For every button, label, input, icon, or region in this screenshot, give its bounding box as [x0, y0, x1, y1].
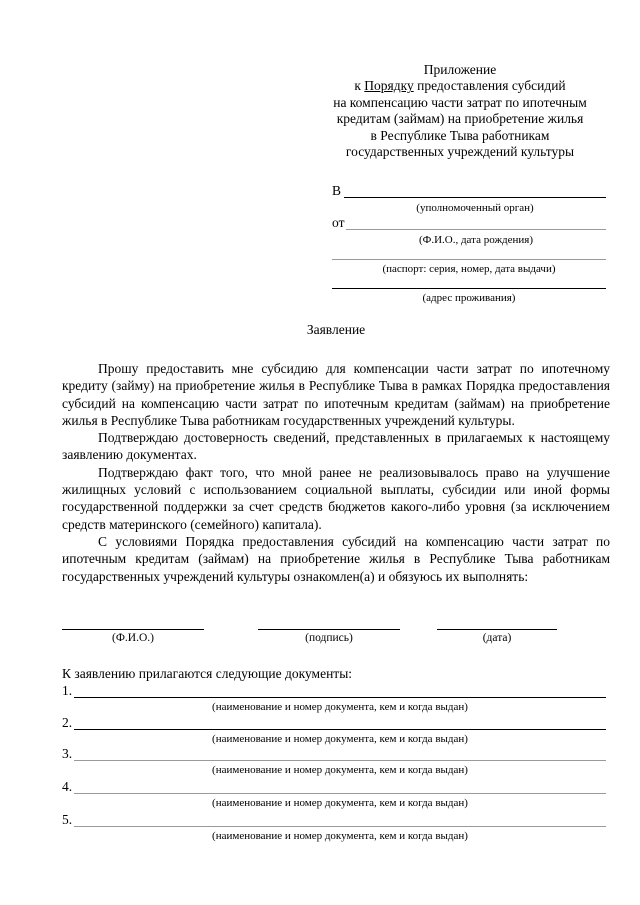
- appendix-line-2-post: предоставления субсидий: [413, 78, 566, 94]
- doc-number: 3.: [62, 746, 73, 761]
- sign-line[interactable]: [258, 629, 400, 630]
- to-caption: (уполномоченный орган): [416, 202, 534, 214]
- from-prefix: от: [332, 215, 345, 230]
- doc-number: 5.: [62, 812, 73, 827]
- paragraph-conditions: С условиями Порядка предоставления субсидий на компенсацию части затрат по ипотечным кредитам (займам) на приобретение жилья в Республике Тыва работникам государственных учреждений культуры ознакомлен(а) и обязуюсь их выполнять:: [62, 533, 610, 584]
- statement-body: [62, 360, 610, 585]
- from-caption: (Ф.И.О., дата рождения): [418, 234, 534, 246]
- doc-line[interactable]: [74, 760, 606, 761]
- doc-number: 2.: [62, 715, 73, 730]
- doc-line[interactable]: [74, 697, 606, 698]
- from-line[interactable]: [346, 229, 606, 230]
- passport-caption: (паспорт: серия, номер, дата выдачи): [382, 263, 556, 275]
- paragraph-confirm-fact: Подтверждаю факт того, что мной ранее не реализовывалось право на улучшение жилищных условий с использованием социальной выплаты, субсидии или иной формы государственной поддержки за счет средств бюджетов какого-либо уровня (за исключением средств материнского (семейного) капитала).: [62, 464, 610, 532]
- doc-caption: (наименование и номер документа, кем и когда выдан): [212, 764, 468, 776]
- to-line[interactable]: [344, 197, 606, 198]
- appendix-line-3: на компенсацию части затрат по ипотечным: [333, 94, 587, 110]
- appendix-header: [300, 62, 620, 160]
- appendix-line-4: кредитам (займам) на приобретение жилья: [336, 111, 584, 127]
- to-prefix: В: [332, 183, 342, 198]
- appendix-line-2-pre: к: [354, 78, 365, 94]
- doc-line[interactable]: [74, 793, 606, 794]
- doc-caption: (наименование и номер документа, кем и когда выдан): [212, 830, 468, 842]
- fio-caption: (Ф.И.О.): [112, 632, 154, 644]
- passport-line[interactable]: [332, 259, 606, 260]
- address-caption: (адрес проживания): [422, 292, 516, 304]
- document-title: Заявление: [306, 322, 366, 337]
- paragraph-confirm-accuracy: Подтверждаю достоверность сведений, представленных в прилагаемых к настоящему заявлению документах.: [62, 430, 610, 463]
- appendix-line-1: Приложение: [423, 62, 497, 77]
- doc-number: 4.: [62, 779, 73, 794]
- doc-line[interactable]: [74, 729, 606, 730]
- doc-caption: (наименование и номер документа, кем и когда выдан): [212, 797, 468, 809]
- doc-line[interactable]: [74, 826, 606, 827]
- doc-caption: (наименование и номер документа, кем и когда выдан): [212, 733, 468, 745]
- address-line[interactable]: [332, 288, 606, 289]
- date-caption: (дата): [482, 632, 512, 644]
- sign-caption: (подпись): [305, 632, 353, 644]
- paragraph-request: Прошу предоставить мне субсидию для компенсации части затрат по ипотечному кредиту (займу) на приобретение жилья в Республике Тыва в рамках Порядка предоставления субсидий на компенсацию части затрат по ипотечным кредитам (займам) на приобретение жилья в Республике Тыва работникам государственных учреждений культуры.: [62, 361, 610, 428]
- poryadok-link[interactable]: Порядку: [364, 78, 414, 94]
- documents-heading: К заявлению прилагаются следующие документы:: [62, 666, 353, 681]
- doc-caption: (наименование и номер документа, кем и когда выдан): [212, 701, 468, 713]
- date-line[interactable]: [437, 629, 557, 630]
- appendix-line-2: [300, 78, 620, 94]
- fio-signature-line[interactable]: [62, 629, 204, 630]
- appendix-line-6: государственных учреждений культуры: [345, 144, 575, 160]
- appendix-line-5: в Республике Тыва работникам: [370, 127, 550, 143]
- doc-number: 1.: [62, 683, 73, 698]
